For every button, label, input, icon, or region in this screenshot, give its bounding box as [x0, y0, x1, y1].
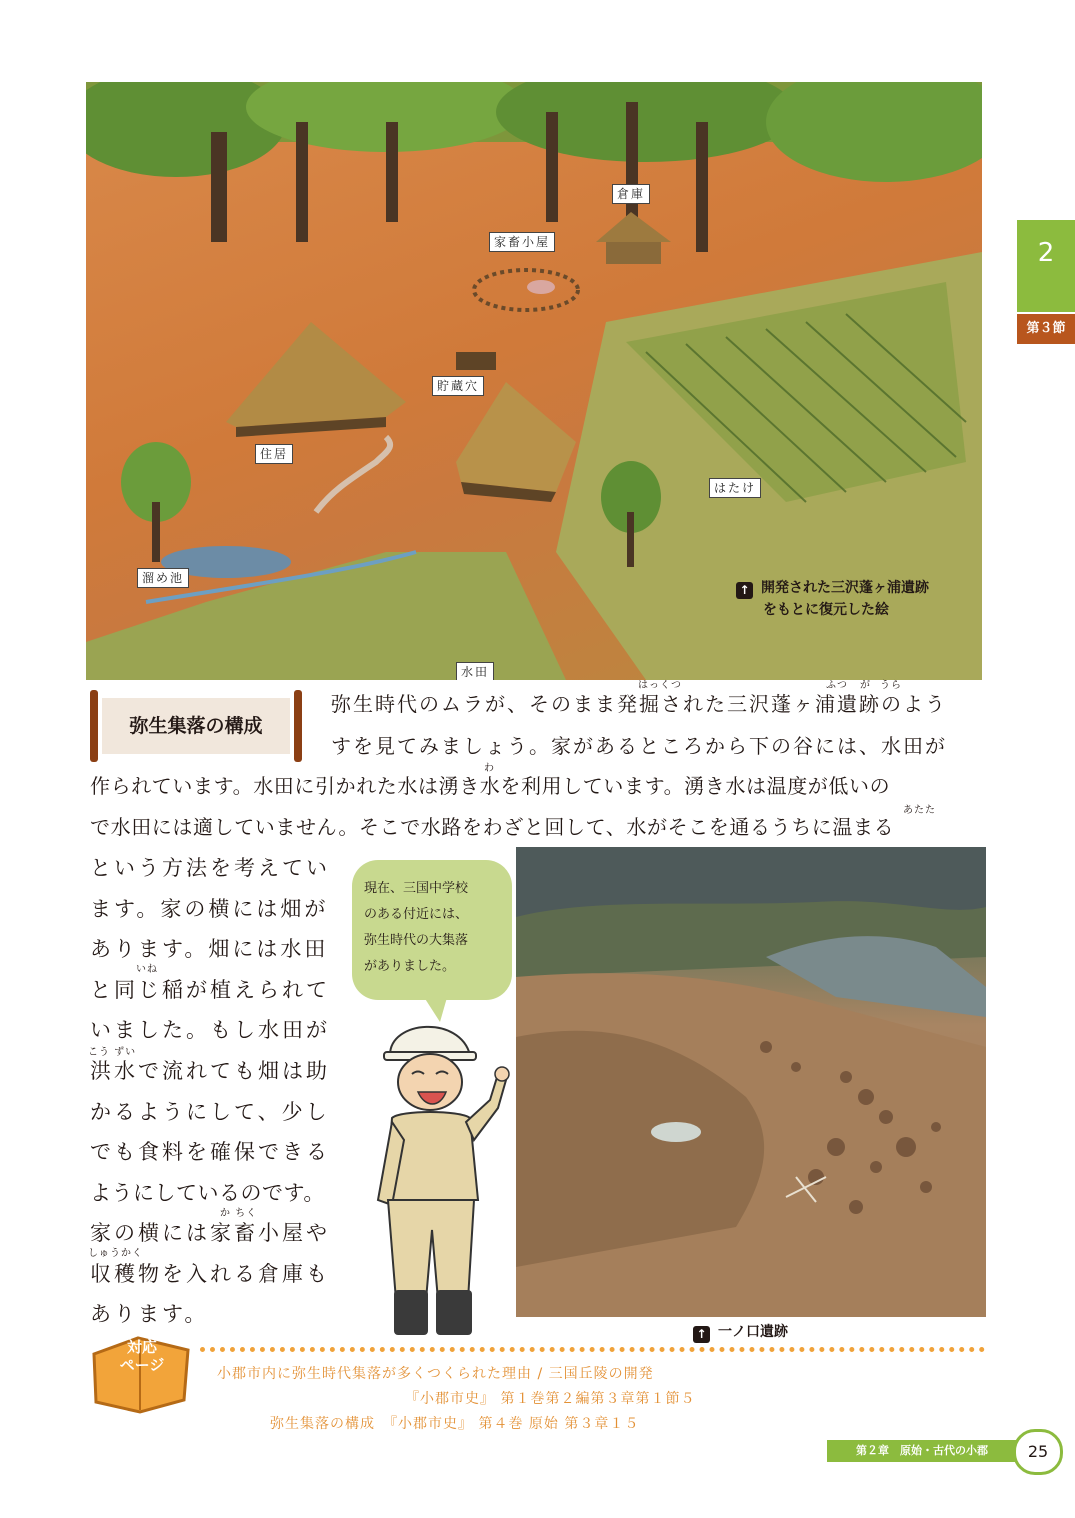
ruby-ura: うら	[880, 680, 902, 691]
heading-bar-right	[294, 690, 302, 762]
ruby-fu: ふつ	[826, 680, 848, 691]
body-line: ようにしているのです。	[90, 1181, 325, 1205]
ruby-ine: いね	[136, 964, 158, 975]
ruby-shuukaku: しゅうかく	[88, 1248, 143, 1259]
body-line: 家の横には家畜小屋や	[90, 1221, 330, 1245]
speech-bubble-tail	[422, 994, 452, 1024]
body-line: あります。	[90, 1302, 209, 1326]
ruby-kouzui: こう ずい	[88, 1047, 137, 1058]
body-line: でも食料を確保できる	[90, 1140, 330, 1164]
badge-line-2: ページ	[119, 1356, 165, 1374]
speech-bubble	[352, 860, 512, 1000]
bubble-line: 弥生時代の大集落	[364, 933, 469, 948]
badge-line-1: 対応	[126, 1338, 157, 1356]
photo-caption-text: 一ノ口遺跡	[718, 1324, 788, 1340]
illustration-caption	[736, 577, 929, 621]
aerial-photo	[516, 847, 986, 1317]
body-line: 作られています。水田に引かれた水は湧き水を利用しています。湧き水は温度が低いの	[90, 774, 891, 798]
ruby-atata: あたた	[903, 805, 936, 816]
ruby-hakkutsu: はっくつ	[638, 680, 682, 691]
photo-caption	[693, 1321, 788, 1343]
ruby-ga: が	[860, 680, 871, 691]
ruby-kachiku: か ちく	[220, 1208, 258, 1219]
related-badge-text	[112, 1338, 172, 1374]
body-line: 洪水で流れても畑は助	[90, 1059, 330, 1083]
bubble-line: 現在、三国中学校	[364, 881, 469, 896]
label-livestock-shed: 家畜小屋	[489, 232, 555, 252]
guide-character	[370, 1000, 520, 1345]
speech-bubble-text	[364, 876, 468, 980]
label-field: はたけ	[709, 478, 761, 498]
related-line-1: 小郡市内に弥生時代集落が多くつくられた理由 / 三国丘陵の開発	[217, 1366, 654, 1382]
body-line: いました。もし水田が	[90, 1018, 330, 1042]
body-line: 収穫物を入れる倉庫も	[90, 1262, 330, 1286]
heading-text: 弥生集落の構成	[102, 698, 290, 754]
body-line: あります。畑には水田	[90, 937, 329, 961]
label-paddy: 水田	[456, 662, 494, 680]
related-line-2: 『小郡市史』 第１巻第２編第３章第１節５	[405, 1391, 696, 1407]
related-line-3: 弥生集落の構成 『小郡市史』 第４巻 原始 第３章１５	[270, 1416, 640, 1432]
label-pond: 溜め池	[137, 568, 189, 588]
bubble-line: がありました。	[364, 959, 456, 974]
section-tab: 第３節	[1017, 314, 1075, 344]
body-line: ます。家の横には畑が	[90, 897, 329, 921]
body-line: 弥生時代のムラが、そのまま発掘された三沢蓬ヶ浦遺跡のよう	[331, 692, 947, 716]
page-number: 25	[1013, 1429, 1063, 1475]
dotted-divider	[200, 1347, 985, 1352]
label-storehouse: 倉庫	[612, 184, 650, 204]
label-dwelling: 住居	[255, 444, 293, 464]
caption-line-2: をもとに復元した絵	[763, 602, 889, 618]
body-line: すを見てみましょう。家があるところから下の谷には、水田が	[331, 734, 947, 758]
heading-bar-left	[90, 690, 98, 762]
up-arrow-icon: ↑	[693, 1326, 710, 1343]
aerial-photo-art	[516, 847, 986, 1317]
body-line: という方法を考えてい	[90, 856, 330, 880]
body-line: で水田には適していません。そこで水路をわざと回して、水がそこを通るうちに温まる	[90, 815, 895, 839]
body-line: かるようにして、少し	[90, 1100, 330, 1124]
up-arrow-icon: ↑	[736, 582, 753, 599]
label-storage-pit: 貯蔵穴	[432, 376, 484, 396]
ruby-wa: わ	[484, 763, 495, 774]
reconstruction-illustration	[86, 82, 982, 680]
bubble-line: のある付近には、	[364, 907, 469, 922]
body-line: と同じ稲が植えられて	[90, 978, 330, 1002]
section-heading	[90, 690, 302, 762]
footer-chapter: 第２章 原始・古代の小郡	[827, 1440, 1017, 1462]
caption-line-1: 開発された三沢蓬ヶ浦遺跡	[761, 580, 929, 596]
chapter-tab-number: 2	[1017, 220, 1075, 312]
